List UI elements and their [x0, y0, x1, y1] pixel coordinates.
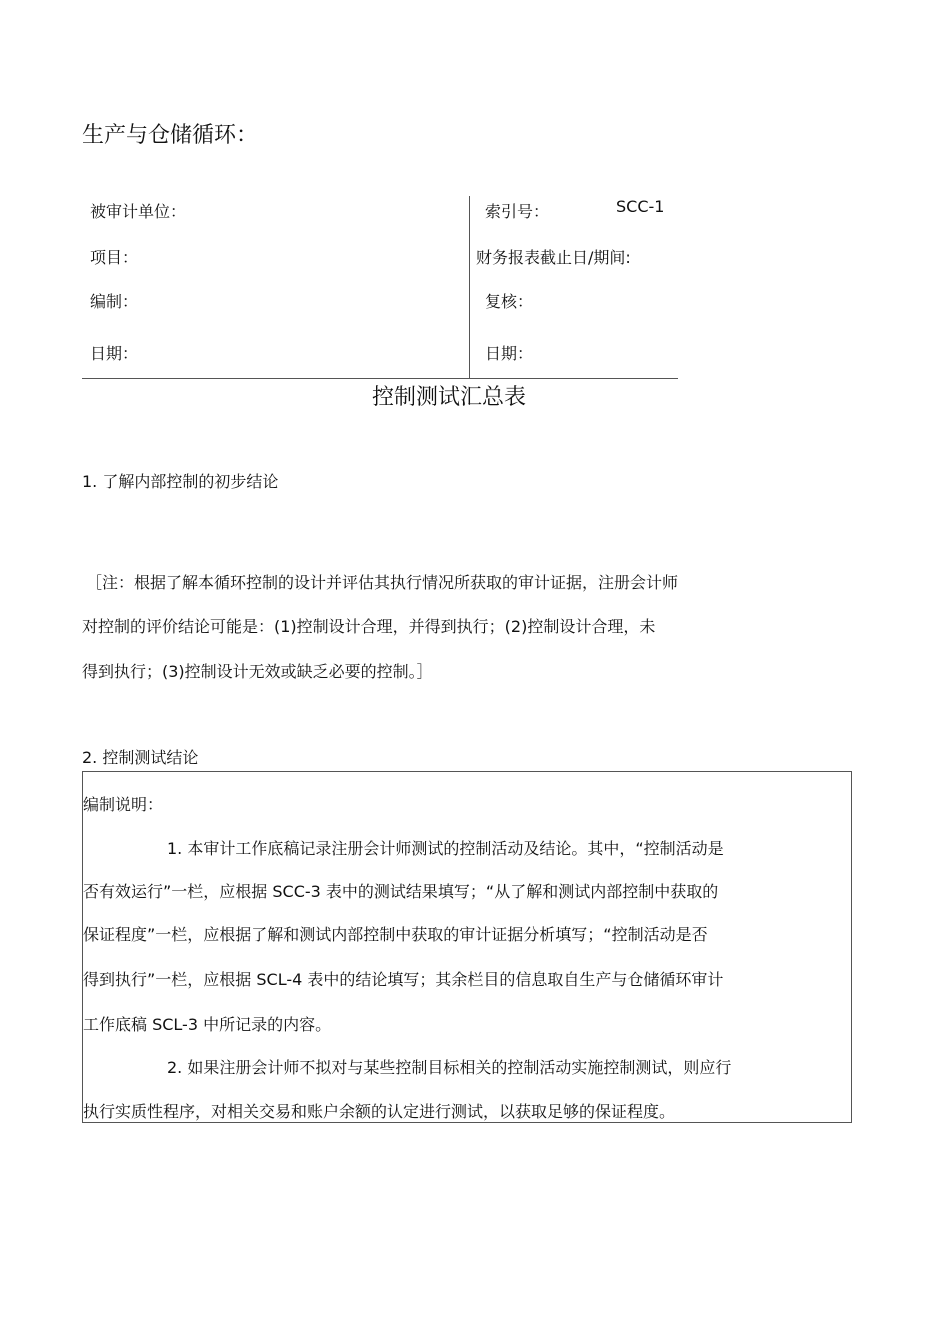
box-line: 1. 本审计工作底稿记录注册会计师测试的控制活动及结论。其中，“控制活动是 [167, 839, 724, 858]
reviewed-label: 复核： [485, 292, 534, 311]
instructions-box [82, 771, 852, 1123]
audited-unit-label: 被审计单位： [90, 202, 187, 221]
document-title: 控制测试汇总表 [371, 385, 526, 410]
period-label: 财务报表截止日/期间: [476, 248, 631, 267]
box-line: 执行实质性程序，对相关交易和账户余额的认定进行测试，以获取足够的保证程度。 [83, 1102, 676, 1121]
prepared-label: 编制： [90, 292, 139, 311]
page-heading: 生产与仓储循环： [82, 123, 259, 148]
section2-heading: 2. 控制测试结论 [82, 748, 199, 767]
box-line: 否有效运行”一栏，应根据 SCC-3 表中的测试结果填写；“从了解和测试内部控制中获取的 [83, 882, 719, 901]
box-line: 保证程度”一栏，应根据了解和测试内部控制中获取的审计证据分析填写；“控制活动是否 [83, 925, 708, 944]
index-label: 索引号： [485, 202, 550, 221]
box-line: 工作底稿 SCL-3 中所记录的内容。 [83, 1015, 332, 1034]
box-line: 得到执行”一栏，应根据 SCL-4 表中的结论填写；其余栏目的信息取自生产与仓储循环审计 [83, 970, 724, 989]
note-line: ［注：根据了解本循环控制的设计并评估其执行情况所获取的审计证据，注册会计师 [86, 573, 679, 592]
project-label: 项目： [90, 248, 139, 267]
note-line: 对控制的评价结论可能是：(1)控制设计合理，并得到执行；(2)控制设计合理，未 [82, 617, 656, 636]
box-line: 2. 如果注册会计师不拟对与某些控制目标相关的控制活动实施控制测试，则应行 [167, 1058, 732, 1077]
header-divider-horizontal [82, 378, 678, 379]
date-right-label: 日期： [485, 344, 534, 363]
box-line: 编制说明： [83, 795, 164, 814]
section1-heading: 1. 了解内部控制的初步结论 [82, 472, 279, 491]
header-divider-vertical [469, 196, 470, 378]
date-left-label: 日期： [90, 344, 139, 363]
index-value: SCC-1 [616, 197, 665, 216]
note-line: 得到执行；(3)控制设计无效或缺乏必要的控制。］ [82, 662, 433, 681]
